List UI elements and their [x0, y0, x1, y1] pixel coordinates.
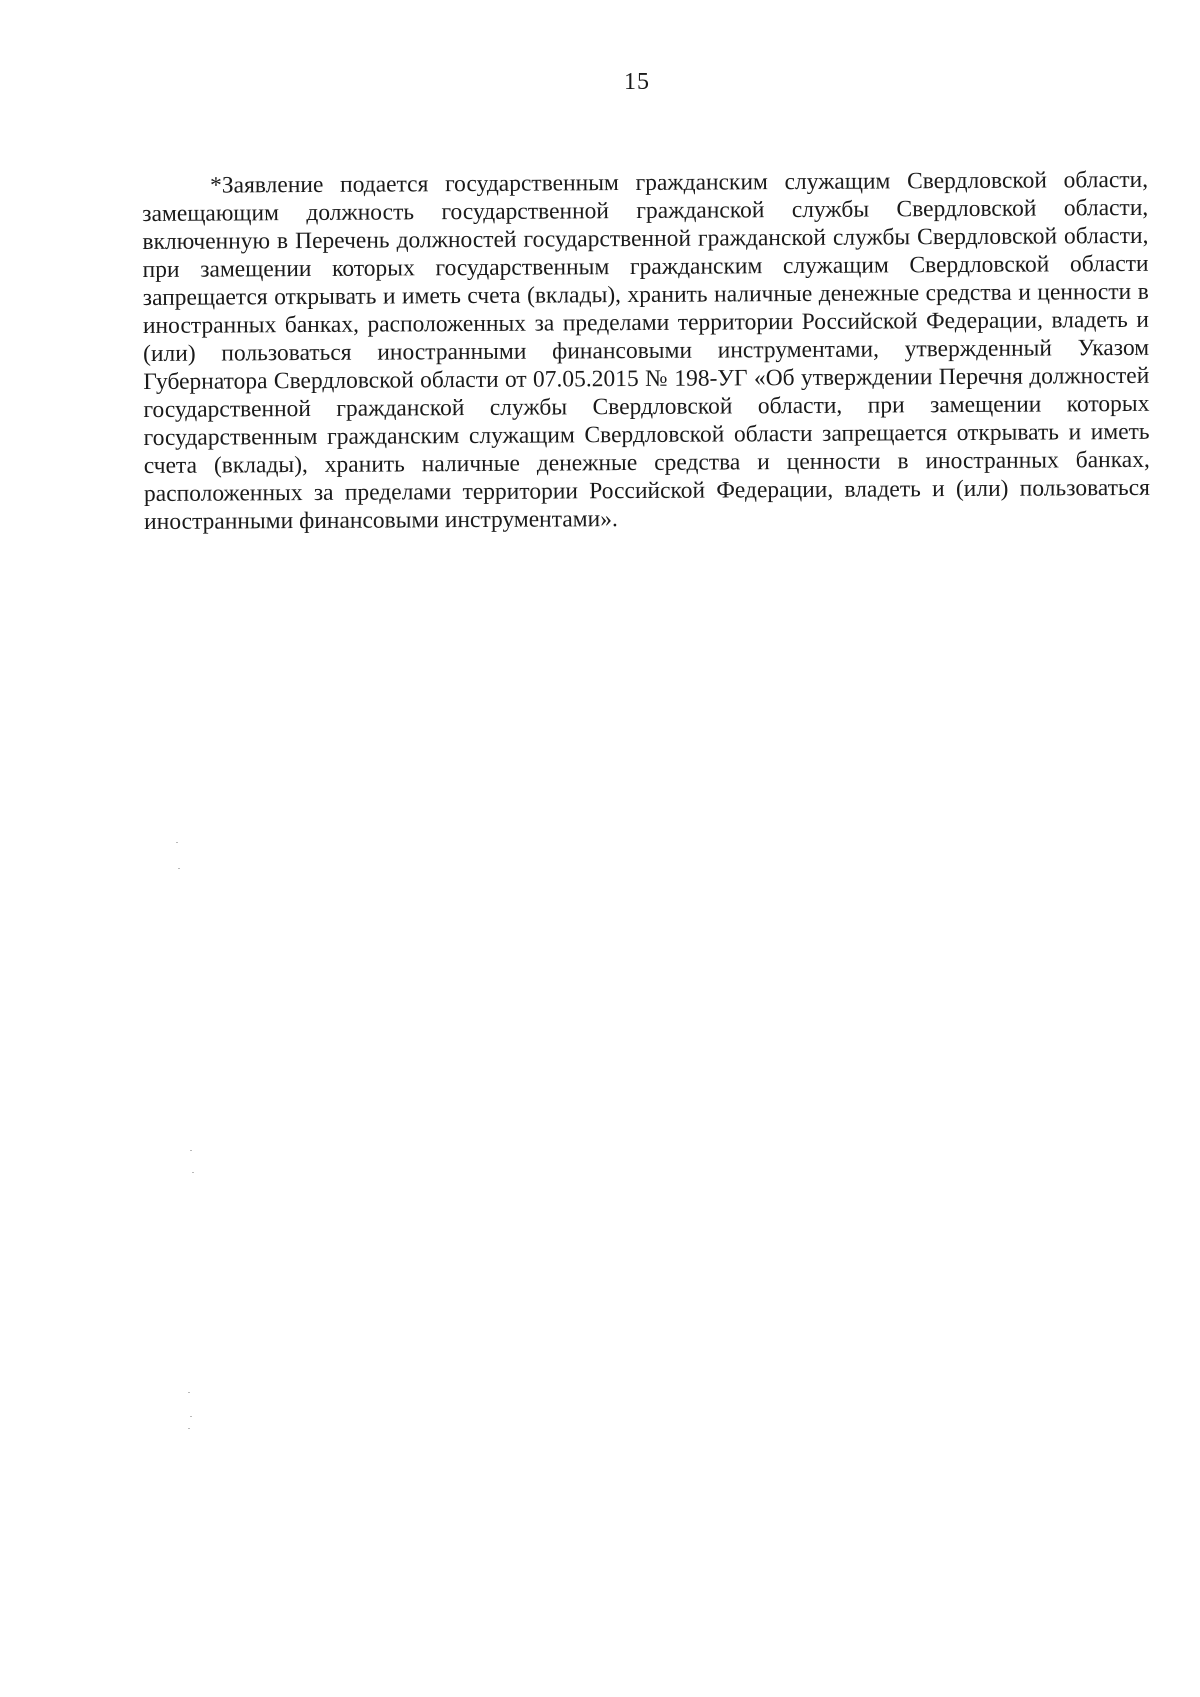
footnote-paragraph: *Заявление подается государственным гражданским служащим Свердловской области, замещающим должность государственной гражданской службы Свердловской области, включенную в Перечень должностей государственной гражданской службы Свердловской области, при замещении которых государственным гражданским служащим Свердловской области запрещается открывать и иметь счета (вклады), хранить наличные денежные средства и ценности в иностранных банках, расположенных за пределами территории Российской Федерации, владеть и (или) пользоваться иностранными финансовыми инструментами, утвержденный Указом Губернатора Свердловской области от 07.05.2015 № 198-УГ «Об утверждении Перечня должностей государственной гражданской службы Свердловской области, при замещении которых государственным гражданским служащим Свердловской области запрещается открывать и иметь счета (вклады), хранить наличные денежные средства и ценности в иностранных банках, расположенных за пределами территории Российской Федерации, владеть и (или) пользоваться иностранными финансовыми инструментами».	[142, 166, 1151, 535]
scan-artifact	[190, 1150, 192, 1151]
scan-artifact	[178, 868, 180, 869]
scan-artifact	[176, 842, 178, 843]
scan-artifact	[188, 1392, 190, 1393]
page-number: 15	[624, 69, 650, 95]
scan-artifact	[190, 1416, 192, 1417]
scan-artifact	[188, 1428, 190, 1429]
scan-artifact	[192, 1172, 194, 1173]
